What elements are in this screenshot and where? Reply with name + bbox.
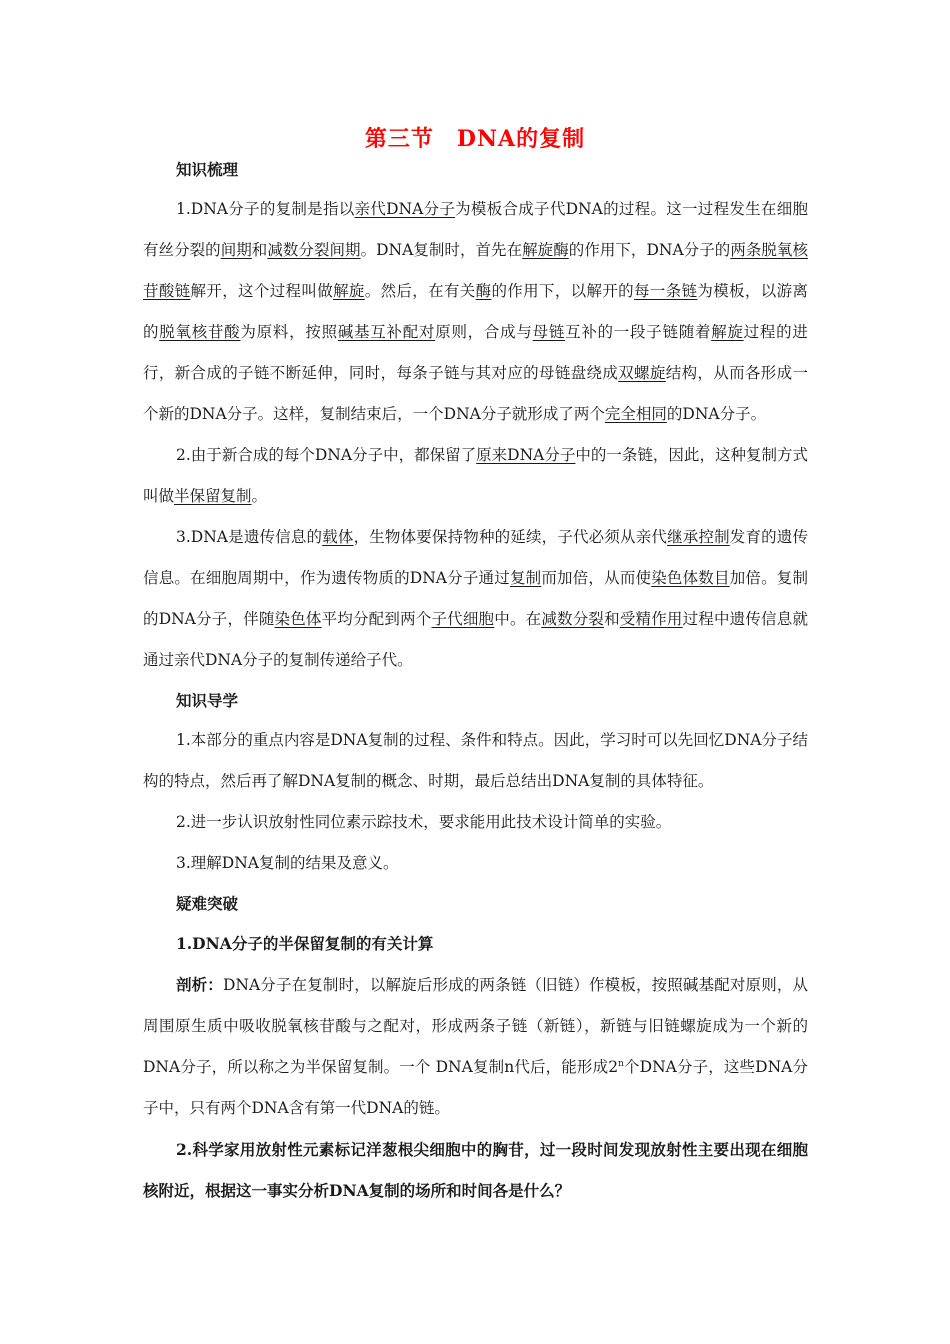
text: 为原料，按照 <box>240 323 338 341</box>
text: 。 <box>251 487 268 505</box>
section-heading-yinan-tupo: 疑难突破 <box>176 894 239 913</box>
document-body <box>143 150 808 1211</box>
underlined-answer: 每一条链 <box>634 282 698 300</box>
text: 和 <box>251 241 268 259</box>
tupo-question-1: 1.DNA分子的半保留复制的有关计算 <box>176 934 434 953</box>
underlined-answer: 载体 <box>322 528 354 546</box>
text: 而加倍，从而使 <box>541 569 652 587</box>
analysis-label: 剖析： <box>176 975 223 994</box>
underlined-answer: 碱基互补配对 <box>337 323 436 341</box>
text: 的作用下，DNA分子的 <box>568 241 731 259</box>
text: 加倍。复制的DNA分子，伴随 <box>143 569 808 628</box>
text: 个DNA分子，这些DNA分子中，只有两个DNA含有第一代DNA的链。 <box>143 1058 809 1117</box>
paragraph-2 <box>143 435 808 517</box>
text: 为模板合成子代DNA的过程。这一过程发生在细胞有丝分裂的 <box>143 200 808 259</box>
daoxue-item-1: 1.本部分的重点内容是DNA复制的过程、条件和特点。因此，学习时可以先回忆DNA分子结构的特点，然后再了解DNA复制的概念、时期，最后总结出DNA复制的具体特征。 <box>143 731 808 790</box>
underlined-answer: 继承控制 <box>667 528 730 546</box>
superscript-n: n <box>618 1058 624 1069</box>
underlined-answer: 子代细胞 <box>431 610 495 628</box>
section-heading-zhishi-daoxue: 知识导学 <box>176 691 239 710</box>
text: 1.DNA分子的复制是指以 <box>176 200 355 218</box>
text: 平均分配到两个 <box>321 610 432 628</box>
text: 互补的一段子链随着 <box>565 323 712 341</box>
text: 原则，合成与 <box>435 323 533 341</box>
page-title: 第三节 DNA的复制 <box>364 126 586 152</box>
underlined-answer: 半保留复制 <box>174 487 252 505</box>
underlined-answer: 间期 <box>220 241 252 259</box>
text: 。DNA复制时，首先在 <box>360 241 523 259</box>
text: 中的一条链，因此，这种复制方式叫做 <box>143 446 808 505</box>
text: 过程中遗传信息就通过亲代DNA分子的复制传递给子代。 <box>143 610 808 669</box>
underlined-answer: 脱氧核苷酸 <box>159 323 241 341</box>
paragraph-1 <box>143 189 808 435</box>
underlined-answer: 完全相同 <box>604 405 667 423</box>
tupo-answer-1 <box>143 964 808 1129</box>
text: ，生物体要保持物种的延续，子代必须从亲代 <box>353 528 668 546</box>
underlined-answer: 原来DNA分子 <box>476 446 576 464</box>
text: DNA分子在复制时，以解旋后形成的两条链（旧链）作模板，按照碱基配对原则，从周围原生质中吸收脱氧核苷酸与之配对，形成两条子链（新链），新链与旧链螺旋成为一个新的DNA分子，所以称之为半保留复制。一个 DNA复制n代后，能形成2 <box>143 976 808 1076</box>
underlined-answer: 染色体 <box>274 610 322 628</box>
text: 2.由于新合成的每个DNA分子中，都保留了 <box>176 446 477 464</box>
text: 过程的进行，新合成的子链不断延伸，同时，每条子链与其对应的母链盘绕成 <box>143 323 808 382</box>
text: 解开，这个过程叫做 <box>190 282 334 300</box>
text: 为模板，以游离的 <box>143 282 808 341</box>
text: 结构，从而各形成一个新的DNA分子。这样，复制结束后，一个DNA分子就形成了两个 <box>143 364 808 423</box>
underlined-answer: 双螺旋 <box>618 364 666 382</box>
text: 和 <box>604 610 620 628</box>
paragraph-3 <box>143 517 808 681</box>
underlined-answer: 解旋 <box>711 323 744 341</box>
tupo-question-2: 2.科学家用放射性元素标记洋葱根尖细胞中的胸苷，过一段时间发现放射性主要出现在细胞核附近，根据这一事实分析DNA复制的场所和时间各是什么？ <box>143 1140 808 1200</box>
daoxue-item-2: 2.进一步认识放射性同位素示踪技术，要求能用此技术设计简单的实验。 <box>176 813 672 831</box>
underlined-answer: 母链 <box>532 323 566 341</box>
underlined-answer: 复制 <box>509 569 542 587</box>
text: 的DNA分子。 <box>666 405 767 423</box>
underlined-answer: 减数分裂间期 <box>267 241 361 259</box>
text: 的作用下，以解开的 <box>491 282 635 300</box>
text: 。然后，在有关 <box>364 282 476 300</box>
underlined-answer: 酶 <box>475 282 492 300</box>
underlined-answer: 两条脱氧核苷酸链 <box>143 241 808 300</box>
underlined-answer: 解旋 <box>333 282 365 300</box>
text: 中。在 <box>494 610 542 628</box>
section-heading-zhishi-shuli: 知识梳理 <box>176 160 239 179</box>
underlined-answer: 减数分裂 <box>541 610 605 628</box>
underlined-answer: 受精作用 <box>619 610 683 628</box>
underlined-answer: 亲代DNA分子 <box>354 200 456 218</box>
underlined-answer: 解旋酶 <box>522 241 569 259</box>
text: 发育的遗传信息。在细胞周期中，作为遗传物质的DNA分子通过 <box>143 528 808 587</box>
underlined-answer: 染色体数目 <box>651 569 730 587</box>
text: 3.DNA是遗传信息的 <box>176 528 323 546</box>
daoxue-item-3: 3.理解DNA复制的结果及意义。 <box>176 854 399 872</box>
